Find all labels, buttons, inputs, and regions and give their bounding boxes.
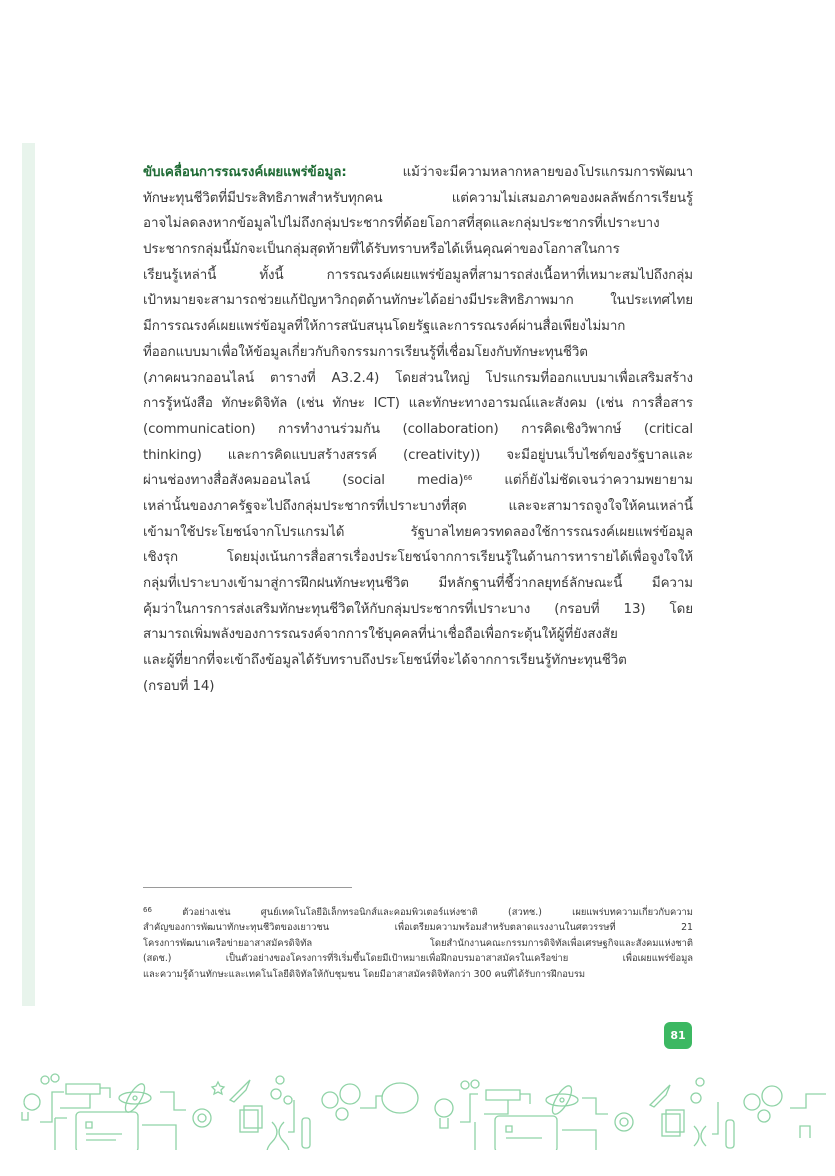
brain-icon	[360, 1083, 418, 1113]
orbit-gear-icon	[160, 1092, 211, 1127]
paragraph-line: ที่ออกแบบมาเพื่อให้ข้อมูลเกี่ยวกับกิจกรรมการเรียนรู้ที่เชื่อมโยงกับทักษะทุนชีวิต	[143, 344, 588, 360]
paragraph-line: และผู้ที่ยากที่จะเข้าถึงข้อมูลได้รับทราบถึงประโยชน์ที่จะได้จากการเรียนรู้ทักษะทุนชีวิต	[143, 653, 627, 669]
paragraph-line: (communication) การทำงานร่วมกัน (collaboration) การคิดเชิงวิพากษ์ (critical	[143, 421, 693, 437]
lightbulb-icon	[22, 1094, 40, 1120]
science-doodle-banner	[0, 1060, 835, 1150]
paragraph-line: มีการรณรงค์เผยแพร่ข้อมูลที่ให้การสนับสนุนโดยรัฐและการรณรงค์ผ่านสื่อเพียงไม่มาก	[143, 319, 626, 335]
circuit-board-icon	[40, 1084, 110, 1122]
gears-icon	[322, 1084, 360, 1120]
paragraph-line: ประชากรกลุ่มนี้มักจะเป็นกลุ่มสุดท้ายที่ได้รับทราบหรือได้เห็นคุณค่าของโอกาสในการ	[143, 242, 620, 258]
gears-icon	[461, 1080, 479, 1089]
orbit-gear-icon	[582, 1098, 633, 1131]
rocket-icon	[230, 1080, 250, 1102]
paragraph-line: thinking) และการคิดแบบสร้างสรรค์ (creativity)) จะมีอยู่บนเว็บไซต์ของรัฐบาลและ	[143, 447, 693, 463]
paragraph-line: คุ้มว่าในการการส่งเสริมทักษะทุนชีวิตให้กับกลุ่มประชากรที่เปราะบาง (กรอบที่ 13) โดย	[143, 601, 693, 617]
documents-icon	[662, 1110, 684, 1136]
footnote	[143, 905, 693, 982]
paragraph-line: เหล่านั้นของภาครัฐจะไปถึงกลุ่มประชากรที่เปราะบางที่สุด และจะสามารถจูงใจให้คนเหล่านี้	[143, 498, 693, 514]
documents-icon	[240, 1106, 262, 1132]
sidebar-accent-bar	[22, 143, 35, 1006]
dna-icon	[267, 1122, 289, 1150]
footnote-marker: 66	[143, 906, 152, 914]
atom-icon	[119, 1081, 151, 1115]
paragraph-line: กลุ่มที่เปราะบางเข้ามาสู่การฝึกฝนทักษะทุนชีวิต มีหลักฐานที่ชี้ว่ากลยุทธ์ลักษณะนี้ มีความ	[143, 576, 693, 591]
circuit-board-icon	[460, 1090, 530, 1122]
paragraph-line: (กรอบที่ 14)	[143, 678, 215, 694]
footnote-reference[interactable]: 66	[463, 474, 473, 483]
paragraph-line: อาจไม่ลดลงหากข้อมูลไปไม่ถึงกลุ่มประชากรที่ด้อยโอกาสที่สุดและกลุ่มประชากรที่เปราะบาง	[143, 216, 660, 232]
main-paragraph	[143, 160, 693, 699]
dna-icon	[694, 1126, 706, 1146]
paragraph-line: การรู้หนังสือ ทักษะดิจิทัล (เช่น ทักษะ ICT) และทักษะทางอารมณ์และสังคม (เช่น การสื่อสาร	[143, 396, 693, 412]
stars-icon	[212, 1082, 224, 1094]
paragraph-line: เชิงรุก โดยมุ่งเน้นการสื่อสารเรื่องประโยชน์จากการเรียนรู้ในด้านการหารายได้เพื่อจูงใจให้	[143, 550, 693, 566]
gears-icon	[744, 1086, 782, 1122]
tablet-icon	[475, 1116, 596, 1150]
tablet-icon	[55, 1112, 176, 1150]
paragraph-line: (ภาคผนวกออนไลน์ ตารางที่ A3.2.4) โดยส่วนใหญ่ โปรแกรมที่ออกแบบมาเพื่อเสริมสร้าง	[143, 370, 693, 386]
footnote-line: $^{66}$ ตัวอย่างเช่น ศูนย์เทคโนโลยีอิเล็กทรอนิกส์และคอมพิวเตอร์แห่งชาติ (สวทช.) เผยแพร่บทความเกี่ยวกับความ	[143, 906, 693, 918]
page-number-badge: 81	[664, 1022, 692, 1049]
test-tube-icon	[288, 1100, 310, 1148]
paragraph-line: สามารถเพิ่มพลังของการรณรงค์จากการใช้บุคคลที่น่าเชื่อถือเพื่อกระตุ้นให้ผู้ที่ยังสงสัย	[143, 627, 618, 643]
section-heading: ขับเคลื่อนการรณรงค์เผยแพร่ข้อมูล:	[143, 165, 347, 180]
footnote-line: (สดช.) เป็นตัวอย่างของโครงการที่ริเริ่มขึ้นโดยมีเป้าหมายเพื่อฝึกอบรมอาสาสมัครในเครือข่าย เพื่อเผยแพร่ข้อมูล	[143, 953, 693, 965]
lightbulb-icon	[435, 1099, 453, 1128]
brain-icon	[790, 1094, 826, 1138]
paragraph-line: เป้าหมายจะสามารถช่วยแก้ปัญหาวิกฤตด้านทักษะได้อย่างมีประสิทธิภาพมาก ในประเทศไทย	[143, 293, 693, 309]
paragraph-line: ผ่านช่องทางสื่อสังคมออนไลน์ (social media)$^{66}$ แต่ก็ยังไม่ชัดเจนว่าความพยายาม	[143, 473, 693, 489]
paragraph-line: ทักษะทุนชีวิตที่มีประสิทธิภาพสำหรับทุกคน แต่ความไม่เสมอภาคของผลลัพธ์การเรียนรู้	[143, 190, 693, 206]
paragraph-line: เข้ามาใช้ประโยชน์จากโปรแกรมได้ รัฐบาลไทยควรทดลองใช้การรณรงค์เผยแพร่ข้อมูล	[143, 524, 693, 540]
paragraph-line: ขับเคลื่อนการรณรงค์เผยแพร่ข้อมูล: แม้ว่าจะมีความหลากหลายของโปรแกรมการพัฒนา	[143, 165, 693, 180]
footnote-line: โครงการพัฒนาเครือข่ายอาสาสมัครดิจิทัล โดยสำนักงานคณะกรรมการดิจิทัลเพื่อเศรษฐกิจและสังคมแห่งชาติ	[143, 937, 693, 949]
molecule-icon	[271, 1076, 292, 1104]
gears-icon	[41, 1074, 59, 1084]
footnote-line: สำคัญของการพัฒนาทักษะทุนชีวิตของเยาวชน เพื่อเตรียมความพร้อมสำหรับตลาดแรงงานในศตวรรษที่ 21	[143, 922, 693, 934]
rocket-icon	[650, 1085, 670, 1107]
test-tube-icon	[712, 1102, 734, 1148]
footnote-line: และความรู้ด้านทักษะและเทคโนโลยีดิจิทัลให้กับชุมชน โดยมีอาสาสมัครดิจิทัลกว่า 300 คนที่ได้รับการฝึกอบรม	[143, 968, 586, 980]
paragraph-line: เรียนรู้เหล่านี้ ทั้งนี้ การรณรงค์เผยแพร่ข้อมูลที่สามารถส่งเนื้อหาที่เหมาะสมไปถึงกลุ่ม	[143, 267, 693, 283]
atom-icon	[546, 1083, 578, 1117]
molecule-icon	[691, 1078, 704, 1103]
footnote-divider	[143, 887, 352, 888]
